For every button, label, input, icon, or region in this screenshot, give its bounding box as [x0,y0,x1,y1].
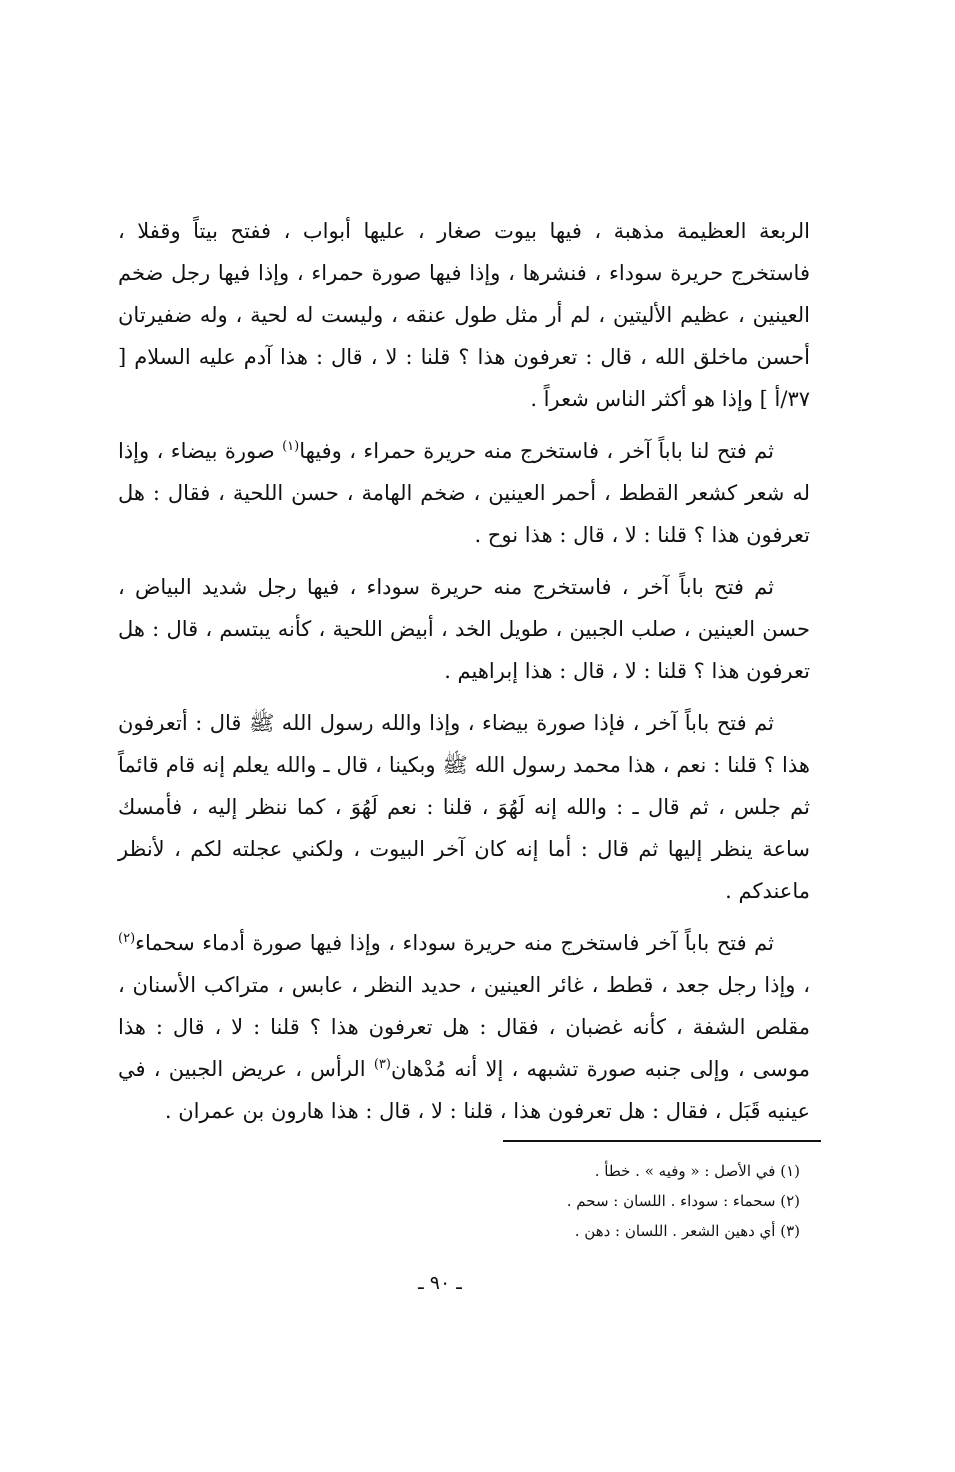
footnote-divider [503,1140,821,1142]
footnote: (٣) أي دهين الشعر . اللسان : دهن . [574,1222,800,1240]
paragraph-text: صورة بيضاء ، وإذا له شعر كشعر القطط ، أحمر العينين ، ضخم الهامة ، حسن اللحية ، فقال : هل تعرفون هذا ؟ قلنا : لا ، قال : هذا نوح . [118,439,810,547]
paragraph-text: الربعة العظيمة مذهبة ، فيها بيوت صغار ، عليها أبواب ، ففتح بيتاً وقفلا ، فاستخرج حريرة سوداء ، فنشرها ، وإذا فيها صورة حمراء ، وإذا فيها رجل ضخم العينين ، عظيم الأليتين ، لم أر مثل طول عنقه ، وليست له لحية ، وله ضفيرتان أحسن ماخلق الله ، قال : تعرفون هذا ؟ قلنا : لا ، قال : هذا آدم عليه السلام [ ٣٧/أ ] وإذا هو أكثر الناس شعراً . [118,219,810,411]
footnotes [360,1156,800,1246]
paragraph [118,566,810,692]
paragraph-text: ثم فتح لنا باباً آخر ، فاستخرج منه حريرة حمراء ، وفيها [299,439,774,463]
footnote: (٢) سحماء : سوداء . اللسان : سحم . [566,1192,800,1210]
paragraph-text: ثم فتح باباً آخر ، فاستخرج منه حريرة سوداء ، فيها رجل شديد البياض ، حسن العينين ، صلب الجبين ، طويل الخد ، أبيض اللحية ، كأنه يبتسم ، قال : هل تعرفون هذا ؟ قلنا : لا ، قال : هذا إبراهيم . [118,575,810,683]
footnote-reference: (٢) [118,931,136,946]
paragraph-text: ثم فتح باباً آخر فاستخرج منه حريرة سوداء ، وإذا فيها صورة أدماء سحماء [135,931,774,955]
page-number: ـ ٩٠ ـ [418,1272,462,1294]
paragraph [118,210,810,420]
paragraph [118,922,810,1132]
footnote: (١) في الأصل : « وفيه » . خطأ . [594,1162,800,1180]
paragraph-text: ، وإذا رجل جعد ، قطط ، غائر العينين ، حديد النظر ، عابس ، متراكب الأسنان ، مقلص الشفة ، كأنه غضبان ، فقال : هل تعرفون هذا ؟ قلنا : لا ، قال : هذا موسى ، وإلى جنبه صورة تشبهه ، إلا أنه مُدْهان [118,973,811,1081]
footnote-reference: (١) [282,439,300,454]
paragraph [118,430,810,556]
footnote-reference: (٣) [373,1057,391,1072]
main-text [118,210,810,1142]
paragraph-text: الرأس ، عريض الجبين ، في عينيه قَبَل ، فقال : هل تعرفون هذا ، قلنا : لا ، قال : هذا هارون بن عمران . [118,1057,810,1123]
paragraph-text: ثم فتح باباً آخر ، فإذا صورة بيضاء ، وإذا والله رسول الله ﷺ قال : أتعرفون هذا ؟ قلنا : نعم ، هذا محمد رسول الله ﷺ وبكينا ، قال ـ والله يعلم إنه قام قائماً ثم جلس ، ثم قال ـ : والله إنه لَهُوَ ، قلنا : نعم لَهُوَ ، كما ننظر إليه ، فأمسك ساعة ينظر إليها ثم قال : أما إنه كان آخر البيوت ، ولكني عجلته لكم ، لأنظر ماعندكم . [118,711,810,903]
paragraph [118,702,810,912]
